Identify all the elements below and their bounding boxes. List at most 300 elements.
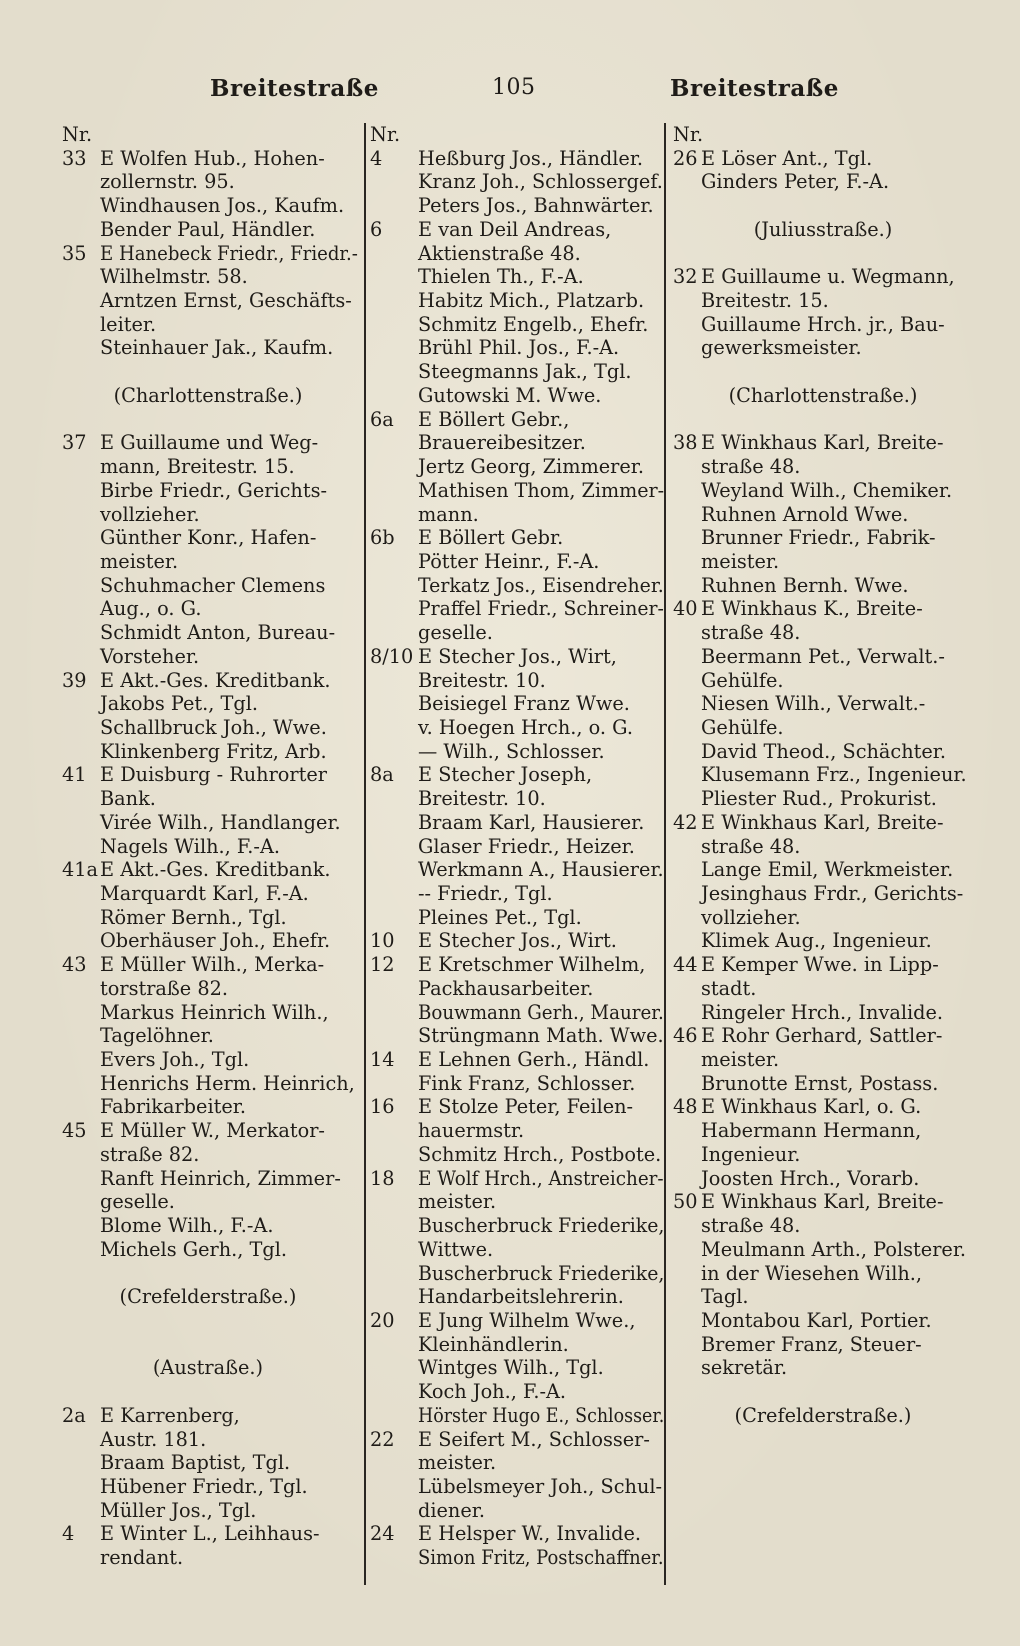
resident-entry: E Böllert Gebr.,	[418, 407, 570, 431]
directory-line	[370, 1522, 660, 1546]
directory-line	[62, 1119, 354, 1143]
directory-line	[62, 835, 354, 859]
directory-line	[673, 1167, 973, 1191]
resident-entry: E Stolze Peter, Feilen-	[418, 1095, 634, 1119]
directory-line	[62, 882, 354, 906]
house-number: 8/10	[370, 644, 414, 668]
resident-entry: Koch Joh., F.-A.	[418, 1380, 567, 1404]
resident-entry: Jertz Georg, Zimmerer.	[418, 455, 645, 479]
resident-entry: Buscherbruck Friederike,	[418, 1214, 665, 1238]
resident-entry: E Lehnen Gerh., Händl.	[418, 1048, 650, 1072]
directory-line	[673, 289, 973, 313]
resident-entry: E Winkhaus K., Breite-	[701, 597, 923, 621]
directory-line	[673, 170, 973, 194]
resident-entry: Ruhnen Arnold Wwe.	[701, 502, 909, 526]
directory-line	[673, 1119, 973, 1143]
directory-line	[370, 1261, 665, 1286]
directory-line	[62, 977, 354, 1001]
directory-line	[62, 645, 354, 669]
resident-entry: E Helsper W., Invalide.	[418, 1522, 642, 1546]
house-number: 26	[673, 146, 698, 170]
directory-line	[62, 147, 354, 171]
directory-line	[370, 1072, 660, 1096]
section-heading: (Austraße.)	[152, 1356, 264, 1380]
resident-entry: Meulmann Arth., Polsterer.	[701, 1237, 967, 1261]
resident-entry: v. Hoegen Hrch., o. G.	[418, 715, 634, 739]
resident-entry: Strüngmann Math. Wwe.	[418, 1024, 664, 1048]
directory-line	[673, 692, 973, 716]
directory-line	[370, 1380, 660, 1404]
resident-entry: Heßburg Jos., Händler.	[418, 146, 644, 170]
directory-line	[62, 763, 354, 787]
resident-entry: Gehülfe.	[701, 668, 784, 692]
house-number: 24	[370, 1522, 395, 1546]
directory-line	[62, 1190, 354, 1214]
directory-line	[370, 313, 660, 337]
directory-line	[673, 1333, 973, 1357]
resident-entry: Günther Konr., Hafen-	[100, 526, 317, 550]
house-number: 37	[62, 431, 87, 455]
house-number: 40	[673, 597, 698, 621]
house-number: Nr.	[370, 123, 401, 146]
resident-entry: Braam Baptist, Tgl.	[100, 1451, 291, 1475]
resident-entry: Müller Jos., Tgl.	[100, 1498, 257, 1522]
directory-line	[673, 597, 973, 621]
resident-entry: Jesinghaus Frdr., Gerichts-	[701, 882, 964, 905]
directory-line	[673, 1380, 973, 1404]
directory-line	[62, 1262, 354, 1286]
directory-line	[673, 953, 973, 977]
resident-entry: Bremer Franz, Steuer-	[701, 1332, 922, 1356]
directory-line	[673, 1238, 973, 1262]
resident-entry: Kranz Joh., Schlossergef.	[418, 170, 663, 194]
house-number: 20	[370, 1308, 395, 1332]
directory-line	[62, 811, 354, 835]
directory-line	[370, 1451, 660, 1475]
directory-line	[62, 1214, 354, 1238]
resident-entry: meister.	[701, 549, 780, 573]
resident-entry: meister.	[701, 1048, 780, 1072]
resident-entry: E Seifert M., Schlosser-	[418, 1427, 650, 1451]
directory-line	[673, 1404, 973, 1428]
directory-line	[370, 503, 660, 527]
directory-line	[62, 953, 354, 977]
directory-line	[370, 289, 660, 313]
directory-line	[62, 669, 354, 693]
resident-entry: Hübener Friedr., Tgl.	[100, 1474, 308, 1498]
resident-entry: Henrichs Herm. Heinrich,	[100, 1071, 355, 1095]
resident-entry: E Kretschmer Wilhelm,	[418, 953, 646, 977]
directory-line	[62, 455, 354, 479]
directory-line	[62, 265, 354, 289]
resident-entry: straße 48.	[701, 621, 801, 645]
directory-line	[62, 1428, 354, 1452]
resident-entry: Vorsteher.	[100, 644, 200, 668]
resident-entry: E Löser Ant., Tgl.	[701, 146, 873, 170]
directory-line	[62, 929, 354, 953]
resident-entry: leiter.	[100, 312, 157, 336]
resident-entry: Habitz Mich., Platzarb.	[418, 289, 645, 313]
directory-line	[62, 526, 354, 550]
resident-entry: E Kemper Wwe. in Lipp-	[701, 953, 939, 977]
resident-entry: Kleinhändlerin.	[418, 1332, 569, 1356]
directory-line	[370, 811, 660, 835]
directory-line	[370, 1119, 660, 1143]
resident-entry: E Winter L., Leihhaus-	[100, 1522, 320, 1546]
directory-line	[370, 929, 660, 953]
directory-line	[370, 360, 660, 384]
resident-entry: diener.	[418, 1498, 485, 1522]
directory-line	[62, 1072, 354, 1096]
resident-entry: E Akt.-Ges. Kreditbank.	[100, 858, 331, 882]
resident-entry: Markus Heinrich Wilh.,	[100, 1000, 329, 1024]
resident-entry: Braam Karl, Hausierer.	[418, 810, 645, 834]
directory-line	[370, 953, 660, 977]
resident-entry: Habermann Hermann,	[701, 1119, 922, 1143]
directory-line	[370, 218, 660, 242]
resident-entry: E Winkhaus Karl, Breite-	[701, 431, 944, 455]
resident-entry: E Müller W., Merkator-	[100, 1119, 325, 1143]
resident-entry: Michels Gerh., Tgl.	[100, 1237, 288, 1261]
directory-line	[62, 1451, 354, 1475]
resident-entry: Schmitz Engelb., Ehefr.	[418, 312, 649, 336]
directory-line	[673, 906, 973, 930]
directory-line	[370, 550, 660, 574]
directory-line	[673, 1095, 973, 1119]
resident-entry: Wintges Wilh., Tgl.	[418, 1356, 604, 1380]
house-number: 46	[673, 1024, 698, 1048]
directory-line	[370, 265, 660, 289]
directory-line	[370, 1403, 665, 1428]
directory-line	[370, 1190, 660, 1214]
directory-line	[62, 241, 358, 266]
directory-line	[370, 669, 660, 693]
directory-line	[673, 763, 973, 787]
resident-entry: Glaser Friedr., Heizer.	[418, 834, 635, 858]
directory-line	[370, 692, 660, 716]
resident-entry: E Duisburg - Ruhrorter	[100, 763, 328, 787]
directory-line	[62, 1167, 354, 1191]
resident-entry: straße 48.	[701, 834, 801, 858]
directory-line	[673, 360, 973, 384]
resident-entry: Buscherbruck Friederike,	[418, 1261, 665, 1285]
section-heading: (Charlottenstraße.)	[113, 383, 303, 407]
directory-line	[370, 1546, 664, 1570]
directory-line	[673, 811, 973, 835]
column-divider	[664, 123, 666, 1585]
resident-entry: Beermann Pet., Verwalt.-	[701, 644, 945, 668]
directory-line	[62, 787, 354, 811]
directory-line	[370, 147, 660, 171]
directory-line	[62, 313, 354, 337]
directory-line	[370, 194, 660, 218]
resident-entry: Breitestr. 15.	[701, 289, 829, 313]
directory-line	[673, 1072, 973, 1096]
directory-line	[673, 503, 973, 527]
resident-entry: meister.	[418, 1451, 497, 1475]
directory-line	[673, 1285, 973, 1309]
resident-entry: in der Wiesehen Wilh.,	[701, 1261, 923, 1285]
resident-entry: Klimek Aug., Ingenieur.	[701, 929, 932, 953]
resident-entry: E Stecher Jos., Wirt.	[418, 929, 617, 953]
directory-line	[673, 1143, 973, 1167]
resident-entry: Schuhmacher Clemens	[100, 573, 326, 597]
directory-line	[673, 242, 973, 266]
resident-entry: Nagels Wilh., F.-A.	[100, 834, 280, 858]
directory-line	[673, 574, 973, 598]
resident-entry: sekretär.	[701, 1356, 788, 1380]
directory-line	[62, 408, 354, 432]
directory-line	[673, 147, 973, 171]
resident-entry: E Winkhaus Karl, Breite-	[701, 810, 944, 834]
resident-entry: Breitestr. 10.	[418, 787, 546, 811]
directory-line	[673, 265, 973, 289]
resident-entry: Brauereibesitzer.	[418, 431, 586, 455]
house-number: 32	[673, 265, 698, 289]
resident-entry: Montabou Karl, Portier.	[701, 1308, 932, 1332]
directory-line	[370, 123, 660, 147]
directory-line	[62, 1238, 354, 1262]
resident-entry: Lübelsmeyer Joh., Schul-	[418, 1474, 663, 1498]
resident-entry: geselle.	[100, 1190, 175, 1214]
resident-entry: Gutowski M. Wwe.	[418, 383, 602, 407]
directory-line	[62, 1380, 354, 1404]
house-number: 6a	[370, 407, 394, 431]
directory-line	[62, 123, 354, 147]
directory-line	[62, 1309, 354, 1333]
resident-entry: Tagelöhner.	[100, 1024, 214, 1048]
directory-line	[370, 1474, 663, 1499]
resident-entry: vollzieher.	[100, 502, 200, 526]
directory-line	[673, 123, 973, 147]
directory-line	[370, 787, 660, 811]
house-number: 44	[673, 953, 698, 977]
resident-entry: straße 48.	[701, 1214, 801, 1238]
house-number: 35	[62, 241, 87, 265]
resident-entry: Hörster Hugo E., Schlosser.	[418, 1403, 665, 1427]
resident-entry: Beisiegel Franz Wwe.	[418, 692, 630, 716]
directory-line	[370, 1499, 660, 1523]
house-number: 42	[673, 810, 698, 834]
resident-entry: mann, Breitestr. 15.	[100, 455, 295, 479]
directory-line	[370, 621, 660, 645]
directory-line	[673, 455, 973, 479]
resident-entry: Terkatz Jos., Eisendreher.	[418, 573, 664, 597]
directory-line	[62, 597, 354, 621]
resident-entry: Jakobs Pet., Tgl.	[100, 692, 259, 716]
directory-line	[370, 882, 660, 906]
directory-line	[673, 431, 973, 455]
resident-entry: Wittwe.	[418, 1237, 494, 1261]
house-number: Nr.	[62, 123, 93, 146]
directory-line	[370, 1143, 660, 1167]
house-number: 2a	[62, 1403, 86, 1427]
resident-entry: E Stecher Joseph,	[418, 763, 593, 787]
directory-line	[370, 242, 660, 266]
resident-entry: Arntzen Ernst, Geschäfts-	[100, 289, 352, 313]
resident-entry: Gehülfe.	[701, 715, 784, 739]
directory-line	[370, 1095, 660, 1119]
resident-entry: -- Friedr., Tgl.	[418, 882, 553, 905]
directory-line	[62, 360, 354, 384]
resident-entry: E Karrenberg,	[100, 1403, 240, 1427]
directory-line	[370, 740, 660, 764]
directory-line	[62, 621, 354, 645]
resident-entry: Weyland Wilh., Chemiker.	[701, 478, 953, 502]
directory-line	[370, 597, 664, 621]
resident-entry: stadt.	[701, 976, 757, 1000]
house-number: 18	[370, 1166, 395, 1190]
resident-entry: E Winkhaus Karl, o. G.	[701, 1095, 922, 1119]
directory-line	[62, 1001, 354, 1025]
house-number: 6	[370, 217, 383, 241]
resident-entry: Birbe Friedr., Gerichts-	[100, 478, 328, 502]
directory-line	[62, 1522, 354, 1546]
directory-line	[673, 408, 973, 432]
directory-line	[673, 526, 973, 550]
directory-line	[370, 1309, 660, 1333]
directory-line	[673, 787, 973, 811]
resident-entry: E Böllert Gebr.	[418, 526, 564, 550]
directory-line	[370, 1356, 660, 1380]
directory-line	[370, 835, 660, 859]
resident-entry: Wilhelmstr. 58.	[100, 265, 248, 289]
directory-line	[62, 1546, 354, 1570]
directory-line	[62, 740, 354, 764]
directory-line	[62, 194, 354, 218]
house-number: 38	[673, 431, 698, 455]
directory-line	[370, 858, 664, 882]
house-number: 39	[62, 668, 87, 692]
resident-entry: E Guillaume u. Wegmann,	[701, 265, 955, 289]
directory-line	[673, 1262, 973, 1286]
resident-entry: Thielen Th., F.-A.	[418, 265, 584, 289]
resident-entry: Schallbruck Joh., Wwe.	[100, 715, 327, 739]
house-number: 14	[370, 1048, 395, 1072]
resident-entry: E Akt.-Ges. Kreditbank.	[100, 668, 331, 692]
resident-entry: straße 82.	[100, 1142, 200, 1166]
resident-entry: Handarbeitslehrerin.	[418, 1285, 624, 1309]
directory-line	[673, 977, 973, 1001]
directory-line	[62, 1333, 354, 1357]
resident-entry: Fink Franz, Schlosser.	[418, 1071, 636, 1095]
directory-line	[62, 170, 354, 194]
directory-line	[62, 1024, 354, 1048]
directory-line	[673, 1190, 973, 1214]
directory-line	[370, 716, 660, 740]
directory-line	[673, 336, 973, 360]
resident-entry: Ruhnen Bernh. Wwe.	[701, 573, 909, 597]
resident-entry: Ringeler Hrch., Invalide.	[701, 1000, 944, 1024]
resident-entry: Blome Wilh., F.-A.	[100, 1214, 274, 1238]
resident-entry: Guillaume Hrch. jr., Bau-	[701, 312, 945, 336]
section-heading: (Crefelderstraße.)	[119, 1285, 297, 1309]
directory-line	[370, 763, 660, 787]
directory-column-3	[673, 123, 973, 1428]
directory-line	[62, 431, 354, 455]
directory-line	[370, 1048, 660, 1072]
resident-entry: Brühl Phil. Jos., F.-A.	[418, 336, 620, 360]
resident-entry: Steegmanns Jak., Tgl.	[418, 360, 632, 384]
resident-entry: meister.	[418, 1190, 497, 1214]
house-number: 4	[370, 146, 383, 170]
directory-line	[370, 645, 660, 669]
directory-line	[62, 1095, 354, 1119]
directory-line	[673, 669, 973, 693]
directory-line	[62, 1285, 354, 1309]
directory-line	[673, 218, 973, 242]
directory-line	[62, 503, 354, 527]
section-heading: (Juliusstraße.)	[753, 217, 893, 241]
directory-line	[370, 906, 660, 930]
directory-line	[673, 313, 973, 337]
directory-line	[673, 716, 973, 740]
house-number: 16	[370, 1095, 395, 1119]
resident-entry: meister.	[100, 549, 179, 573]
directory-line	[673, 835, 973, 859]
resident-entry: Niesen Wilh., Verwalt.-	[701, 692, 926, 716]
resident-entry: Marquardt Karl, F.-A.	[100, 882, 309, 905]
house-number: 8a	[370, 763, 394, 787]
directory-line	[673, 621, 973, 645]
resident-entry: Packhausarbeiter.	[418, 976, 594, 1000]
directory-line	[370, 455, 660, 479]
directory-line	[62, 384, 354, 408]
directory-line	[62, 218, 354, 242]
resident-entry: vollzieher.	[701, 905, 801, 929]
house-number: 41	[62, 763, 87, 787]
resident-entry: E Wolfen Hub., Hohen-	[100, 146, 325, 170]
directory-line	[370, 526, 660, 550]
directory-line	[62, 1143, 354, 1167]
resident-entry: Simon Fritz, Postschaffner.	[418, 1546, 664, 1570]
directory-line	[673, 550, 973, 574]
directory-line	[673, 194, 973, 218]
section-heading: (Crefelderstraße.)	[734, 1403, 912, 1427]
house-number: 22	[370, 1427, 395, 1451]
resident-entry: hauermstr.	[418, 1119, 525, 1143]
resident-entry: Bouwmann Gerh., Maurer.	[418, 1000, 664, 1024]
directory-line	[62, 906, 354, 930]
section-heading: (Charlottenstraße.)	[728, 383, 918, 407]
resident-entry: Brunotte Ernst, Postass.	[701, 1071, 939, 1095]
directory-line	[673, 645, 973, 669]
resident-entry: E Stecher Jos., Wirt,	[418, 644, 617, 668]
resident-entry: Evers Joh., Tgl.	[100, 1048, 250, 1072]
house-number: 45	[62, 1119, 87, 1143]
directory-line	[62, 1048, 354, 1072]
directory-line	[370, 431, 660, 455]
directory-line	[673, 858, 973, 882]
directory-line	[62, 289, 354, 313]
house-number: 50	[673, 1190, 698, 1214]
resident-entry: E Rohr Gerhard, Sattler-	[701, 1024, 943, 1048]
resident-entry: Ranft Heinrich, Zimmer-	[100, 1166, 341, 1190]
resident-entry: Breitestr. 10.	[418, 668, 546, 692]
resident-entry: E Jung Wilhelm Wwe.,	[418, 1308, 636, 1332]
resident-entry: mann.	[418, 502, 479, 526]
directory-line	[370, 1000, 664, 1025]
resident-entry: straße 48.	[701, 455, 801, 479]
resident-entry: Austr. 181.	[100, 1427, 207, 1451]
directory-line	[673, 479, 973, 503]
resident-entry: E Hanebeck Friedr., Friedr.-	[100, 241, 358, 265]
house-number: 41a	[62, 858, 99, 882]
directory-line	[62, 1475, 354, 1499]
resident-entry: Aktienstraße 48.	[418, 241, 581, 265]
directory-line	[62, 336, 354, 360]
resident-entry: E Müller Wilh., Merka-	[100, 953, 325, 977]
